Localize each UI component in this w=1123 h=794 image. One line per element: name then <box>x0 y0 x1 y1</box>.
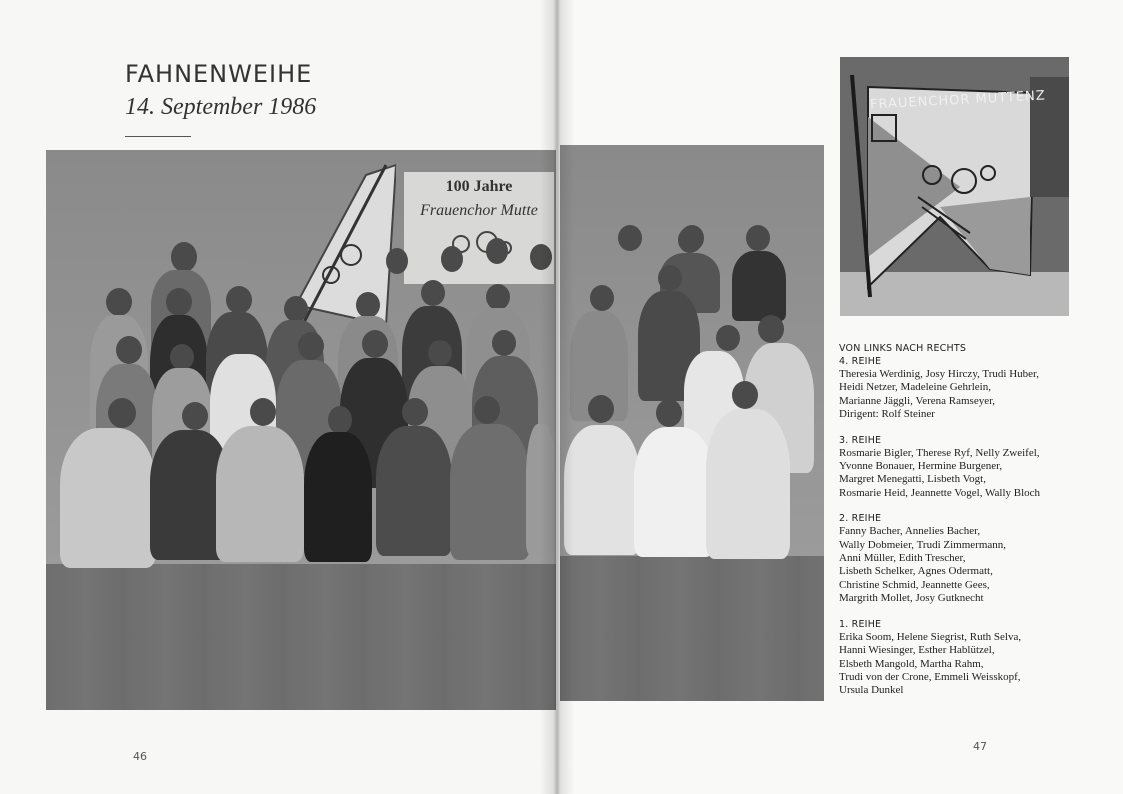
choir-flag-photo <box>840 57 1069 316</box>
caption-names-line: Ursula Dunkel <box>839 684 904 697</box>
caption-names-line: Dirigent: Rolf Steiner <box>839 408 935 421</box>
person-head <box>171 242 197 272</box>
page-title: FAHNENWEIHE <box>125 60 313 88</box>
person-head <box>746 225 770 251</box>
person <box>60 428 156 568</box>
flag-photo-title: FRAUENCHOR MUTTENZ <box>869 88 1047 113</box>
person <box>304 432 372 562</box>
caption-row-label: 2. REIHE <box>839 513 882 525</box>
person-head <box>486 284 510 310</box>
person <box>732 251 786 321</box>
person-head <box>732 381 758 409</box>
person-head <box>441 246 463 272</box>
caption-names-line: Rosmarie Bigler, Therese Ryf, Nelly Zweifel, <box>839 446 1040 459</box>
person-head <box>182 402 208 430</box>
caption-names-line: Fanny Bacher, Annelies Bacher, <box>839 525 981 538</box>
person <box>634 427 714 557</box>
anniversary-banner <box>404 172 554 284</box>
person <box>376 426 452 556</box>
person <box>216 426 304 562</box>
caption-names-line: Lisbeth Schelker, Agnes Odermatt, <box>839 565 993 578</box>
person-head <box>226 286 252 314</box>
caption-row-label: 4. REIHE <box>839 356 882 367</box>
caption-names-line: Elsbeth Mangold, Martha Rahm, <box>839 657 984 670</box>
caption-names-line: Theresia Werdinig, Josy Hirczy, Trudi Huber, <box>839 368 1040 380</box>
person <box>450 424 530 560</box>
person-head <box>402 398 428 426</box>
person-head <box>328 406 352 434</box>
person-head <box>590 285 614 311</box>
caption-names-line: Trudi von der Crone, Emmeli Weisskopf, <box>839 670 1021 683</box>
person-head <box>658 265 682 291</box>
photo-floor <box>560 556 824 701</box>
caption-row-label: 1. REIHE <box>839 618 882 630</box>
caption-names-line: Margret Menegatti, Lisbeth Vogt, <box>839 473 986 486</box>
person-head <box>170 344 194 370</box>
person-head <box>298 332 324 360</box>
title-divider <box>125 136 191 137</box>
book-gutter <box>540 0 574 794</box>
group-photo-left-half <box>46 150 556 710</box>
banner-line-2: Frauenchor Mutte <box>420 202 538 219</box>
group-photo-right-half <box>560 145 824 701</box>
photo-caption <box>839 342 1069 698</box>
person-head <box>356 292 380 318</box>
person-head <box>758 315 784 343</box>
person-head <box>106 288 132 316</box>
caption-row-label: 3. REIHE <box>839 434 882 446</box>
person-head <box>232 328 256 354</box>
person-head <box>250 398 276 426</box>
person-head <box>362 330 388 358</box>
person-head <box>680 225 704 251</box>
caption-names-line: Marianne Jäggli, Verena Ramseyer, <box>839 394 996 407</box>
caption-names-line: Heidi Netzer, Madeleine Gehrlein, <box>839 381 991 394</box>
person-head <box>284 296 308 322</box>
person-head <box>428 340 452 366</box>
person-head <box>474 396 500 424</box>
person-head <box>588 395 614 423</box>
caption-heading: VON LINKS NACH RECHTS <box>839 343 967 354</box>
person-head <box>492 330 516 356</box>
caption-names-line: Christine Schmid, Jeannette Gees, <box>839 578 990 591</box>
caption-names-line: Wally Dobmeier, Trudi Zimmermann, <box>839 538 1007 551</box>
person-head <box>166 288 192 316</box>
caption-names-line: Erika Soom, Helene Siegrist, Ruth Selva, <box>839 630 1022 643</box>
caption-names-line: Yvonne Bonauer, Hermine Burgener, <box>839 460 1003 473</box>
person-head <box>421 280 445 306</box>
caption-names-line: Hanni Wiesinger, Esther Hablützel, <box>839 644 995 657</box>
person <box>706 409 790 559</box>
page-number-left: 46 <box>133 750 147 763</box>
caption-names-line: Anni Müller, Edith Trescher, <box>839 552 966 565</box>
person-head <box>716 325 740 351</box>
person-head <box>618 225 642 251</box>
caption-names-line: Rosmarie Heid, Jeannette Vogel, Wally Bloch <box>839 486 1041 499</box>
caption-names-line: Margrith Mollet, Josy Gutknecht <box>839 592 984 605</box>
person-head <box>656 399 682 427</box>
person-head <box>116 336 142 364</box>
photo-floor <box>46 564 556 710</box>
person-head <box>486 238 508 264</box>
banner-line-1: 100 Jahre <box>445 178 513 195</box>
person <box>564 425 640 555</box>
page-number-right: 47 <box>973 740 987 753</box>
page-subtitle-date: 14. September 1986 <box>125 94 317 120</box>
person-head <box>386 248 408 274</box>
person-head <box>108 398 136 428</box>
